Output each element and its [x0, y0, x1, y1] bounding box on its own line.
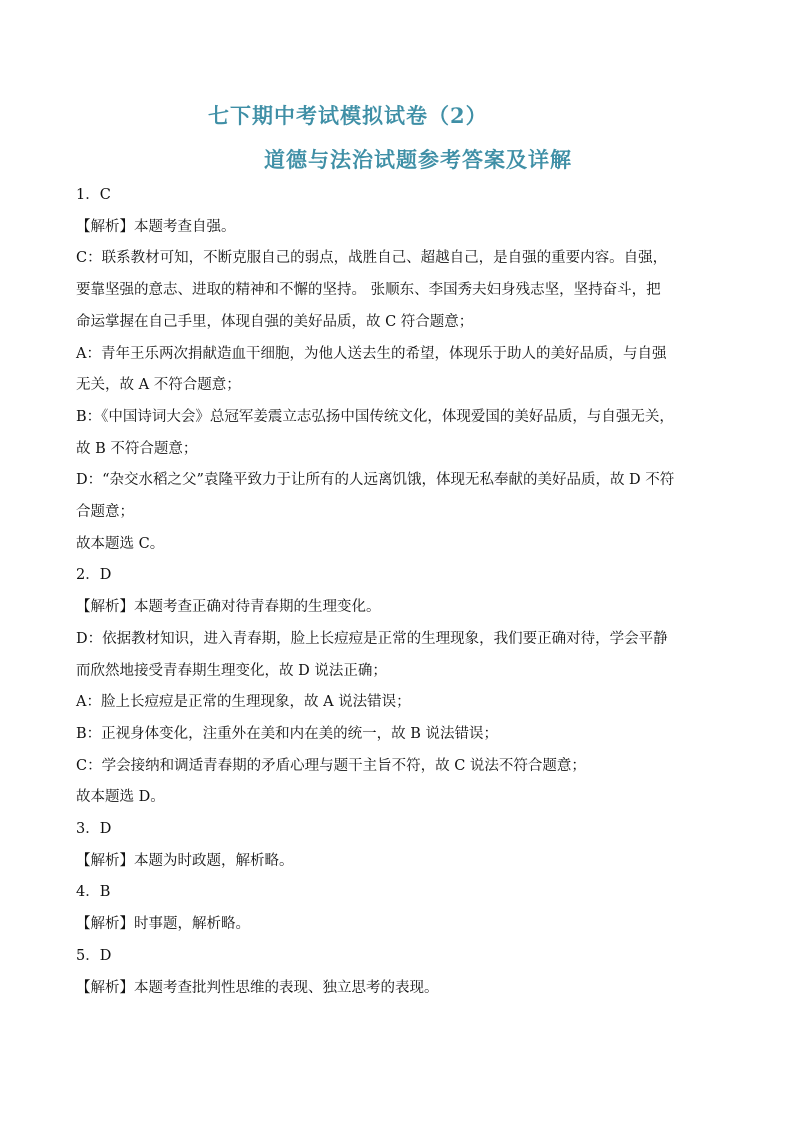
- explanation-line: 命运掌握在自己手里，体现自强的美好品质，故 C 符合题意；: [76, 313, 474, 330]
- explanation-line: 合题意；: [76, 504, 134, 521]
- conclusion-line: 故本题选 D。: [76, 789, 165, 806]
- conclusion-line: 故本题选 C。: [76, 535, 165, 552]
- answer-content: [76, 180, 724, 1004]
- explanation-line: B：正视身体变化，注重外在美和内在美的统一，故 B 说法错误；: [76, 725, 499, 742]
- analysis-line: 【解析】本题考查正确对待青春期的生理变化。: [76, 599, 381, 616]
- analysis-line: 【解析】本题为时政题，解析略。: [76, 852, 294, 869]
- explanation-line: A：脸上长痘痘是正常的生理现象，故 A 说法错误；: [76, 694, 411, 711]
- explanation-line: C：联系教材可知，不断克服自己的弱点，战胜自己、超越自己，是自强的重要内容。自强，: [76, 250, 668, 267]
- document-title: 七下期中考试模拟试卷（2）: [208, 103, 488, 128]
- explanation-line: 故 B 不符合题意；: [76, 440, 198, 457]
- explanation-line: 而欣然地接受青春期生理变化，故 D 说法正确；: [76, 662, 387, 679]
- explanation-line: D：“杂交水稻之父”袁隆平致力于让所有的人远离饥饿，体现无私奉献的美好品质，故 D 不符: [76, 472, 675, 489]
- explanation-line: 无关，故 A 不符合题意；: [76, 377, 241, 394]
- analysis-line: 【解析】时事题，解析略。: [76, 916, 250, 933]
- answer-number: 3．D: [76, 821, 112, 838]
- explanation-line: D：依据教材知识，进入青春期，脸上长痘痘是正常的生理现象，我们要正确对待，学会平静: [76, 630, 668, 647]
- explanation-line: A：青年王乐两次捐献造血干细胞，为他人送去生的希望，体现乐于助人的美好品质，与自强: [76, 345, 667, 362]
- answer-number: 5．D: [76, 947, 112, 964]
- answer-number: 1．C: [76, 187, 111, 203]
- answer-number: 2．D: [76, 567, 112, 584]
- explanation-line: C：学会接纳和调适青春期的矛盾心理与题干主旨不符，故 C 说法不符合题意；: [76, 757, 586, 774]
- analysis-line: 【解析】本题考查批判性思维的表现、独立思考的表现。: [76, 979, 439, 996]
- answer-number: 4．B: [76, 884, 111, 901]
- explanation-line: B：《中国诗词大会》总冠军姜震立志弘扬中国传统文化，体现爱国的美好品质，与自强无关，: [76, 408, 674, 425]
- analysis-line: 【解析】本题考查自强。: [76, 218, 236, 235]
- explanation-line: 要靠坚强的意志、进取的精神和不懈的坚持。 张顺东、李国秀夫妇身残志坚，坚持奋斗，把: [76, 282, 661, 299]
- document-subtitle: 道德与法治试题参考答案及详解: [264, 147, 572, 172]
